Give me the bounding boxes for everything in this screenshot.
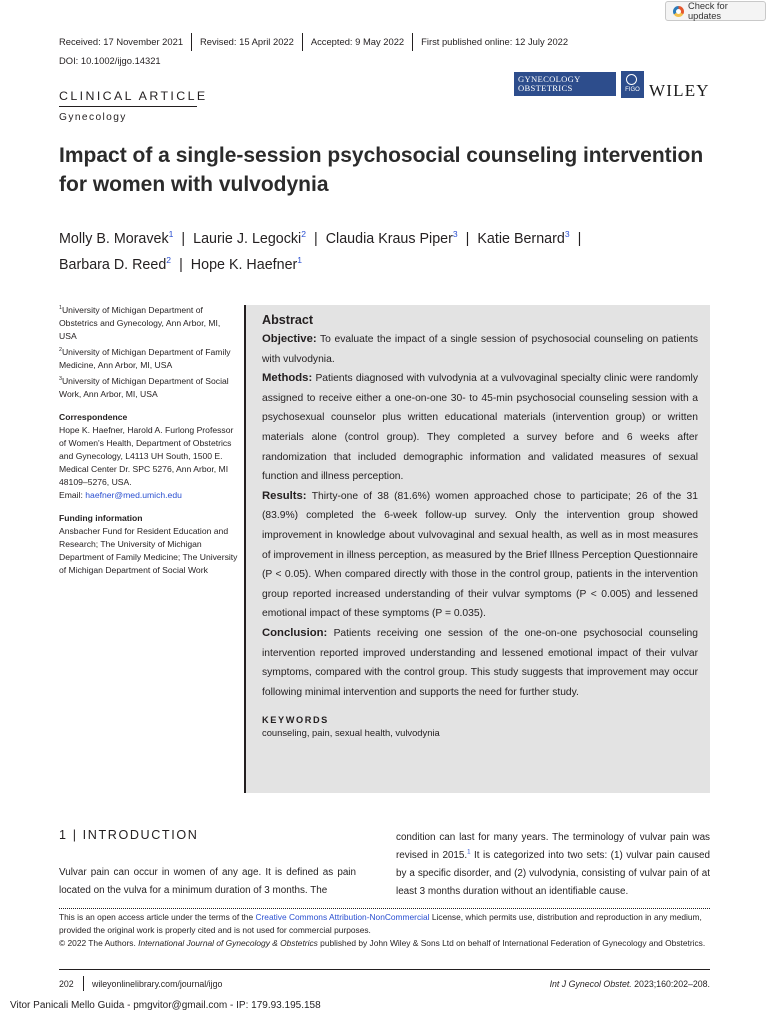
- article-subtype: Gynecology: [59, 112, 127, 123]
- journal-logo-line1: GYNECOLOGY: [518, 74, 581, 84]
- article-type: CLINICAL ARTICLE: [59, 89, 208, 103]
- revised-date: Revised: 15 April 2022: [191, 33, 302, 51]
- side-info-column: [59, 304, 239, 580]
- journal-url[interactable]: wileyonlinelibrary.com/journal/ijgo: [92, 979, 223, 989]
- page-number: 202: [59, 979, 74, 989]
- section-heading-introduction: 1 | INTRODUCTION: [59, 828, 199, 842]
- affiliation: $^2$University of Michigan Department of Family Medicine, Ann Arbor, MI, USA: [59, 347, 231, 370]
- author-name[interactable]: Katie Bernard$^3$: [477, 229, 570, 247]
- keywords: counseling, pain, sexual health, vulvodynia: [262, 727, 440, 739]
- funding-text: Ansbacher Fund for Resident Education and Research; The University of Michigan Department of Family Medicine; The University of Michigan Department of Social Work: [59, 526, 238, 575]
- received-date: Received: 17 November 2021: [59, 36, 184, 47]
- check-for-updates-label: Check for updates: [688, 1, 728, 21]
- license-text: This is an open access article under the terms of the Creative Commons Attribution-NonCommercial License, which permits use, distribution and reproduction in any medium, provided the original work is properly cited and is not used for commercial purposes.: [59, 912, 702, 935]
- published-date: First published online: 12 July 2022: [412, 33, 576, 51]
- journal-logo-line2: OBSTETRICS: [518, 83, 573, 93]
- footer-rule: [59, 969, 710, 970]
- author-list: Molly B. Moravek$^1$ | Laurie J. Legocki$^2$ | Claudia Kraus Piper$^3$ | Katie Bernard$^3$ | Barbara D. Reed$^2$ | Hope K. Haefner$^1$: [59, 229, 582, 273]
- figo-logo-icon: [621, 71, 644, 98]
- abstract-conclusion: Conclusion: Patients receiving one session of the one-on-one psychosocial counseling intervention reported improved understanding and lessened emotional impact of their vulvar symptoms, compared with the control group. This study suggests that improvement may occur following minimal intervention and supports the need for further study.: [262, 626, 698, 698]
- abstract-heading: Abstract: [262, 313, 314, 327]
- correspondence-text: Hope K. Haefner, Harold A. Furlong Professor of Women's Health, Department of Obstetrics and Gynecology, L4113 UH South, 1500 E. Medical Center Dr. SPC 5276, Ann Arbor, MI 48109–5276, USA. Email: haefner@med.umich.edu: [59, 425, 234, 500]
- copyright-text: © 2022 The Authors. International Journal of Gynecology & Obstetrics published by John Wiley & Sons Ltd on behalf of International Federation of Gynecology and Obstetrics.: [59, 938, 706, 948]
- author-name[interactable]: Molly B. Moravek$^1$: [59, 229, 174, 247]
- correspondence-heading: Correspondence: [59, 412, 128, 422]
- accepted-date: Accepted: 9 May 2022: [302, 33, 412, 51]
- article-history: [59, 33, 576, 51]
- affiliation: $^3$University of Michigan Department of Social Work, Ann Arbor, MI, USA: [59, 376, 229, 399]
- license-divider: [59, 908, 710, 909]
- doi[interactable]: DOI: 10.1002/ijgo.14321: [59, 55, 161, 66]
- keywords-heading: KEYWORDS: [262, 715, 329, 726]
- journal-logo: [514, 72, 616, 96]
- author-name[interactable]: Barbara D. Reed$^2$: [59, 255, 172, 273]
- crossmark-icon: [673, 6, 684, 17]
- abstract-methods: Methods: Patients diagnosed with vulvodynia at a vulvovaginal specialty clinic were randomly assigned to receive either a one-on-one 30- to 45-min psychosocial counseling session with a psychosexual counselor plus written educational materials (intervention group) or written materials alone (control group). They completed a survey before and 6 weeks after randomization that included demographic information and validated measures of sexual function and illness perception.: [262, 372, 698, 483]
- funding-heading: Funding information: [59, 513, 143, 523]
- article-type-rule: [59, 106, 197, 107]
- download-watermark: Vitor Panicali Mello Guida - pmgvitor@gmail.com - IP: 179.93.195.158: [10, 1000, 321, 1011]
- abstract-results: Results: Thirty-one of 38 (81.6%) women approached chose to participate; 26 of the 31 (83.9%) completed the 6-week follow-up survey. Only the intervention group showed improvement in knowledge about vulvovaginal and sexual health, as well as in most measures of improvement in illness perception, as measured by the Brief Illness Perception Questionnaire (P < 0.05). When compared directly with those in the control group, patients in the intervention group reported increased understanding of their vulvar symptoms (P < 0.005) and lessened emotional impact of these symptoms (P = 0.035).: [262, 489, 698, 620]
- intro-paragraph-left: Vulvar pain can occur in women of any age. It is defined as pain located on the vulva for a minimum duration of 3 months. The: [59, 867, 356, 896]
- abstract-box: [244, 305, 710, 793]
- reference-link[interactable]: 1: [467, 848, 471, 856]
- license-block: [59, 911, 710, 950]
- correspondence-email-link[interactable]: haefner@med.umich.edu: [85, 490, 182, 500]
- author-name[interactable]: Laurie J. Legocki$^2$: [193, 229, 307, 247]
- abstract-objective: Objective: To evaluate the impact of a single session of psychosocial counseling on patients with vulvodynia.: [262, 333, 698, 365]
- article-title: Impact of a single-session psychosocial counseling intervention for women with vulvodynia: [59, 144, 704, 196]
- affiliation: $^1$University of Michigan Department of Obstetrics and Gynecology, Ann Arbor, MI, USA: [59, 305, 221, 341]
- author-name[interactable]: Claudia Kraus Piper$^3$: [325, 229, 458, 247]
- citation: Int J Gynecol Obstet. 2023;160:202–208.: [549, 979, 710, 989]
- wiley-logo: WILEY: [649, 81, 710, 100]
- intro-paragraph-right: condition can last for many years. The terminology of vulvar pain was revised in 2015.$^1$ It is categorized into two sets: (1) vulvar pain caused by a specific disorder, and (2) vulvodynia, consisting of vulvar pain of at least 3 months duration without an identifiable cause.: [396, 832, 710, 897]
- footer-separator: [83, 976, 84, 991]
- check-for-updates-button[interactable]: [665, 1, 766, 21]
- author-name[interactable]: Hope K. Haefner$^1$: [190, 255, 303, 273]
- figo-label: FIGO: [625, 87, 640, 93]
- cc-license-link[interactable]: Creative Commons Attribution-NonCommercial: [255, 912, 430, 922]
